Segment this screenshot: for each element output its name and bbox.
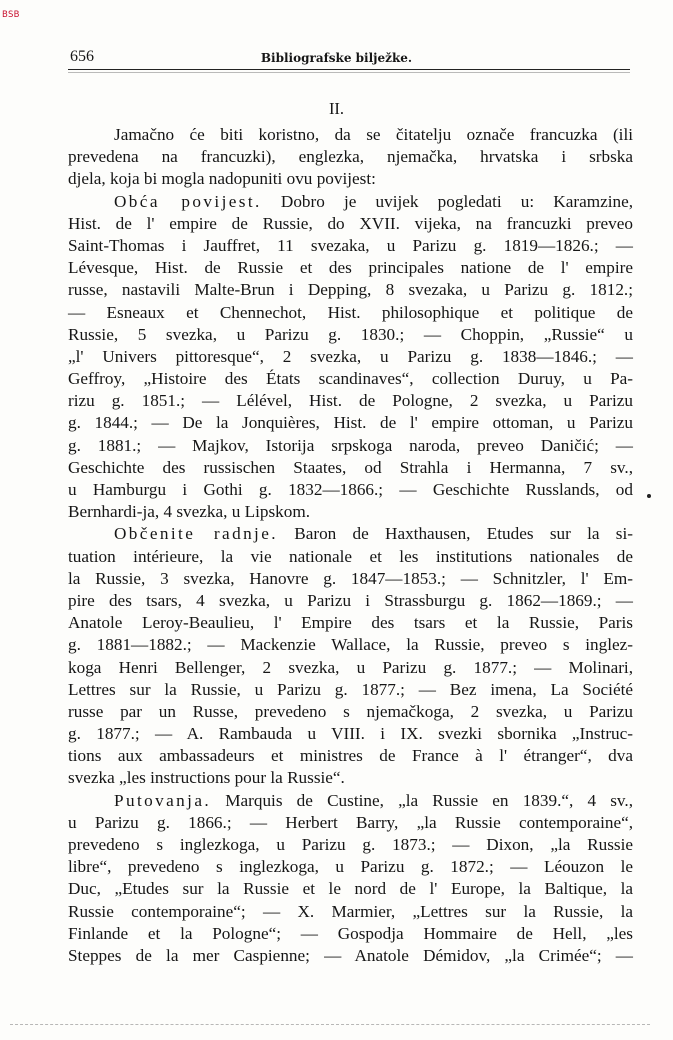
text-line [68, 590, 633, 612]
text-line [68, 945, 633, 967]
text-line [68, 701, 633, 723]
section-heading: II. [328, 99, 345, 118]
line-text: tuation intérieure, la vie nationale et les institutions nationales de [68, 546, 633, 566]
text-line [68, 812, 633, 834]
page-number: 656 [70, 48, 94, 65]
text-line [68, 279, 633, 301]
text-line [68, 523, 633, 545]
text-line [68, 501, 633, 523]
text-line [68, 324, 633, 346]
line-text: svezka „les instructions pour la Russie“. [68, 768, 345, 788]
line-text: prevedeno s inglezkoga, u Parizu g. 1873.; — Dixon, „la Russie [68, 835, 633, 854]
line-text: Steppes de la mer Caspienne; — Anatole Démidov, „la Crimée“; — [68, 945, 633, 965]
line-text: pire des tsars, 4 svezka, u Parizu i Strassburgu g. 1862—1869.; — [68, 590, 633, 610]
text-line [68, 923, 633, 945]
line-text: Finlande et la Pologne“; — Gospodja Hommaire de Hell, „les [68, 923, 633, 943]
line-text: u Parizu g. 1866.; — Herbert Barry, „la Russie contemporaine“, [68, 812, 633, 832]
line-text: Geschichte des russischen Staates, od Strahla i Hermanna, 7 sv., [68, 457, 633, 477]
line-text: Saint-Thomas i Jauffret, 11 svezaka, u Parizu g. 1819—1826.; — [68, 235, 633, 255]
text-line [68, 790, 633, 812]
line-text: g. 1844.; — De la Jonquières, Hist. de l' empire ottoman, u Parizu [68, 413, 633, 433]
line-text: Duc, „Etudes sur la Russie et le nord de l' Europe, la Baltique, la [68, 879, 633, 899]
line-text: Bernhardi-ja, 4 svezka, u Lipskom. [68, 502, 310, 522]
line-text: Geffroy, „Histoire des États scandinaves“, collection Duruy, u Pa- [68, 369, 633, 389]
text-line [68, 767, 633, 789]
header-rule-shadow [68, 72, 630, 73]
text-line [68, 124, 633, 146]
line-text: Lettres sur la Russie, u Parizu g. 1877.; — Bez imena, La Société [68, 679, 633, 699]
text-line [68, 612, 633, 634]
line-text: Hist. de l' empire de Russie, do XVII. vijeka, na francuzki preveo [68, 213, 633, 233]
paragraph-lead: Občenite radnje. [114, 524, 278, 544]
body-text [68, 124, 633, 967]
text-line [68, 901, 633, 923]
text-line [68, 368, 633, 390]
line-text: rizu g. 1851.; — Lélével, Hist. de Pologne, 2 svezka, u Parizu [68, 391, 633, 411]
line-text: Russie contemporaine“; — X. Marmier, „Lettres sur la Russie, la [68, 901, 633, 921]
running-head: Bibliografske bilježke. [260, 51, 413, 65]
line-text: russe, nastavili Malte-Brun i Depping, 8 svezaka, u Parizu g. 1812.; [68, 280, 633, 300]
line-text: Jamačno će biti koristno, da se čitatelju označe francuzka (ili [114, 125, 633, 144]
text-line [68, 257, 633, 279]
line-text: g. 1877.; — A. Rambauda u VIII. i IX. svezki sbornika „Instruc- [68, 724, 633, 744]
line-text: Baron de Haxthausen, Etudes sur la si- [277, 524, 633, 544]
line-text: koga Henri Bellenger, 2 svezka, u Parizu g. 1877.; — Molinari, [68, 657, 633, 677]
line-text: russe par un Russe, prevedeno s njemačkoga, 2 svezka, u Parizu [68, 701, 633, 721]
line-text: g. 1881—1882.; — Mackenzie Wallace, la Russie, preveo s inglez- [68, 635, 633, 655]
line-text: libre“, prevedeno s inglezkoga, u Parizu g. 1872.; — Léouzon le [68, 857, 633, 877]
line-text: g. 1881.; — Majkov, Istorija srpskoga naroda, preveo Daničić; — [68, 435, 633, 455]
line-text: Lévesque, Hist. de Russie et des principales natione de l' empire [68, 258, 633, 278]
library-stamp: BSB [2, 10, 20, 20]
line-text: Anatole Leroy-Beaulieu, l' Empire des tsars et la Russie, Paris [68, 613, 633, 633]
text-line [68, 679, 633, 701]
line-text: Russie, 5 svezka, u Parizu g. 1830.; — Choppin, „Russie“ u [68, 324, 633, 344]
line-text: — Esneaux et Chennechot, Hist. philosophique et politique de [68, 302, 633, 322]
text-line [68, 390, 633, 412]
paragraph-lead: Putovanja. [114, 790, 212, 810]
header-rule [68, 69, 630, 70]
text-line [68, 146, 633, 168]
text-line [68, 568, 633, 590]
text-line [68, 191, 633, 213]
page-edge-rule [10, 1024, 650, 1025]
text-line [68, 834, 633, 856]
text-line [68, 479, 633, 501]
text-line [68, 546, 633, 568]
text-line [68, 856, 633, 878]
text-line [68, 435, 633, 457]
line-text: djela, koja bi mogla nadopuniti ovu povijest: [68, 169, 376, 189]
text-line [68, 723, 633, 745]
text-line [68, 213, 633, 235]
text-line [68, 745, 633, 767]
margin-mark [647, 494, 651, 498]
text-line [68, 412, 633, 434]
text-line [68, 235, 633, 257]
line-text: la Russie, 3 svezka, Hanovre g. 1847—1853.; — Schnitzler, l' Em- [68, 568, 633, 588]
text-line [68, 657, 633, 679]
text-line [68, 457, 633, 479]
text-line [68, 302, 633, 324]
line-text: Marquis de Custine, „la Russie en 1839.“, 4 sv., [211, 790, 633, 810]
text-line [68, 346, 633, 368]
line-text: prevedena na francuzki), englezka, njemačka, hrvatska i srbska [68, 147, 633, 167]
paragraph-lead: Obća povijest. [114, 191, 262, 211]
line-text: „l' Univers pittoresque“, 2 svezka, u Parizu g. 1838—1846.; — [68, 346, 633, 366]
line-text: Dobro je uvijek pogledati u: Karamzine, [261, 191, 633, 211]
text-line [68, 878, 633, 900]
text-line [68, 168, 633, 190]
text-line [68, 634, 633, 656]
line-text: u Hamburgu i Gothi g. 1832—1866.; — Geschichte Russlands, od [68, 480, 633, 499]
line-text: tions aux ambassadeurs et ministres de France à l' étranger“, dva [68, 746, 633, 766]
